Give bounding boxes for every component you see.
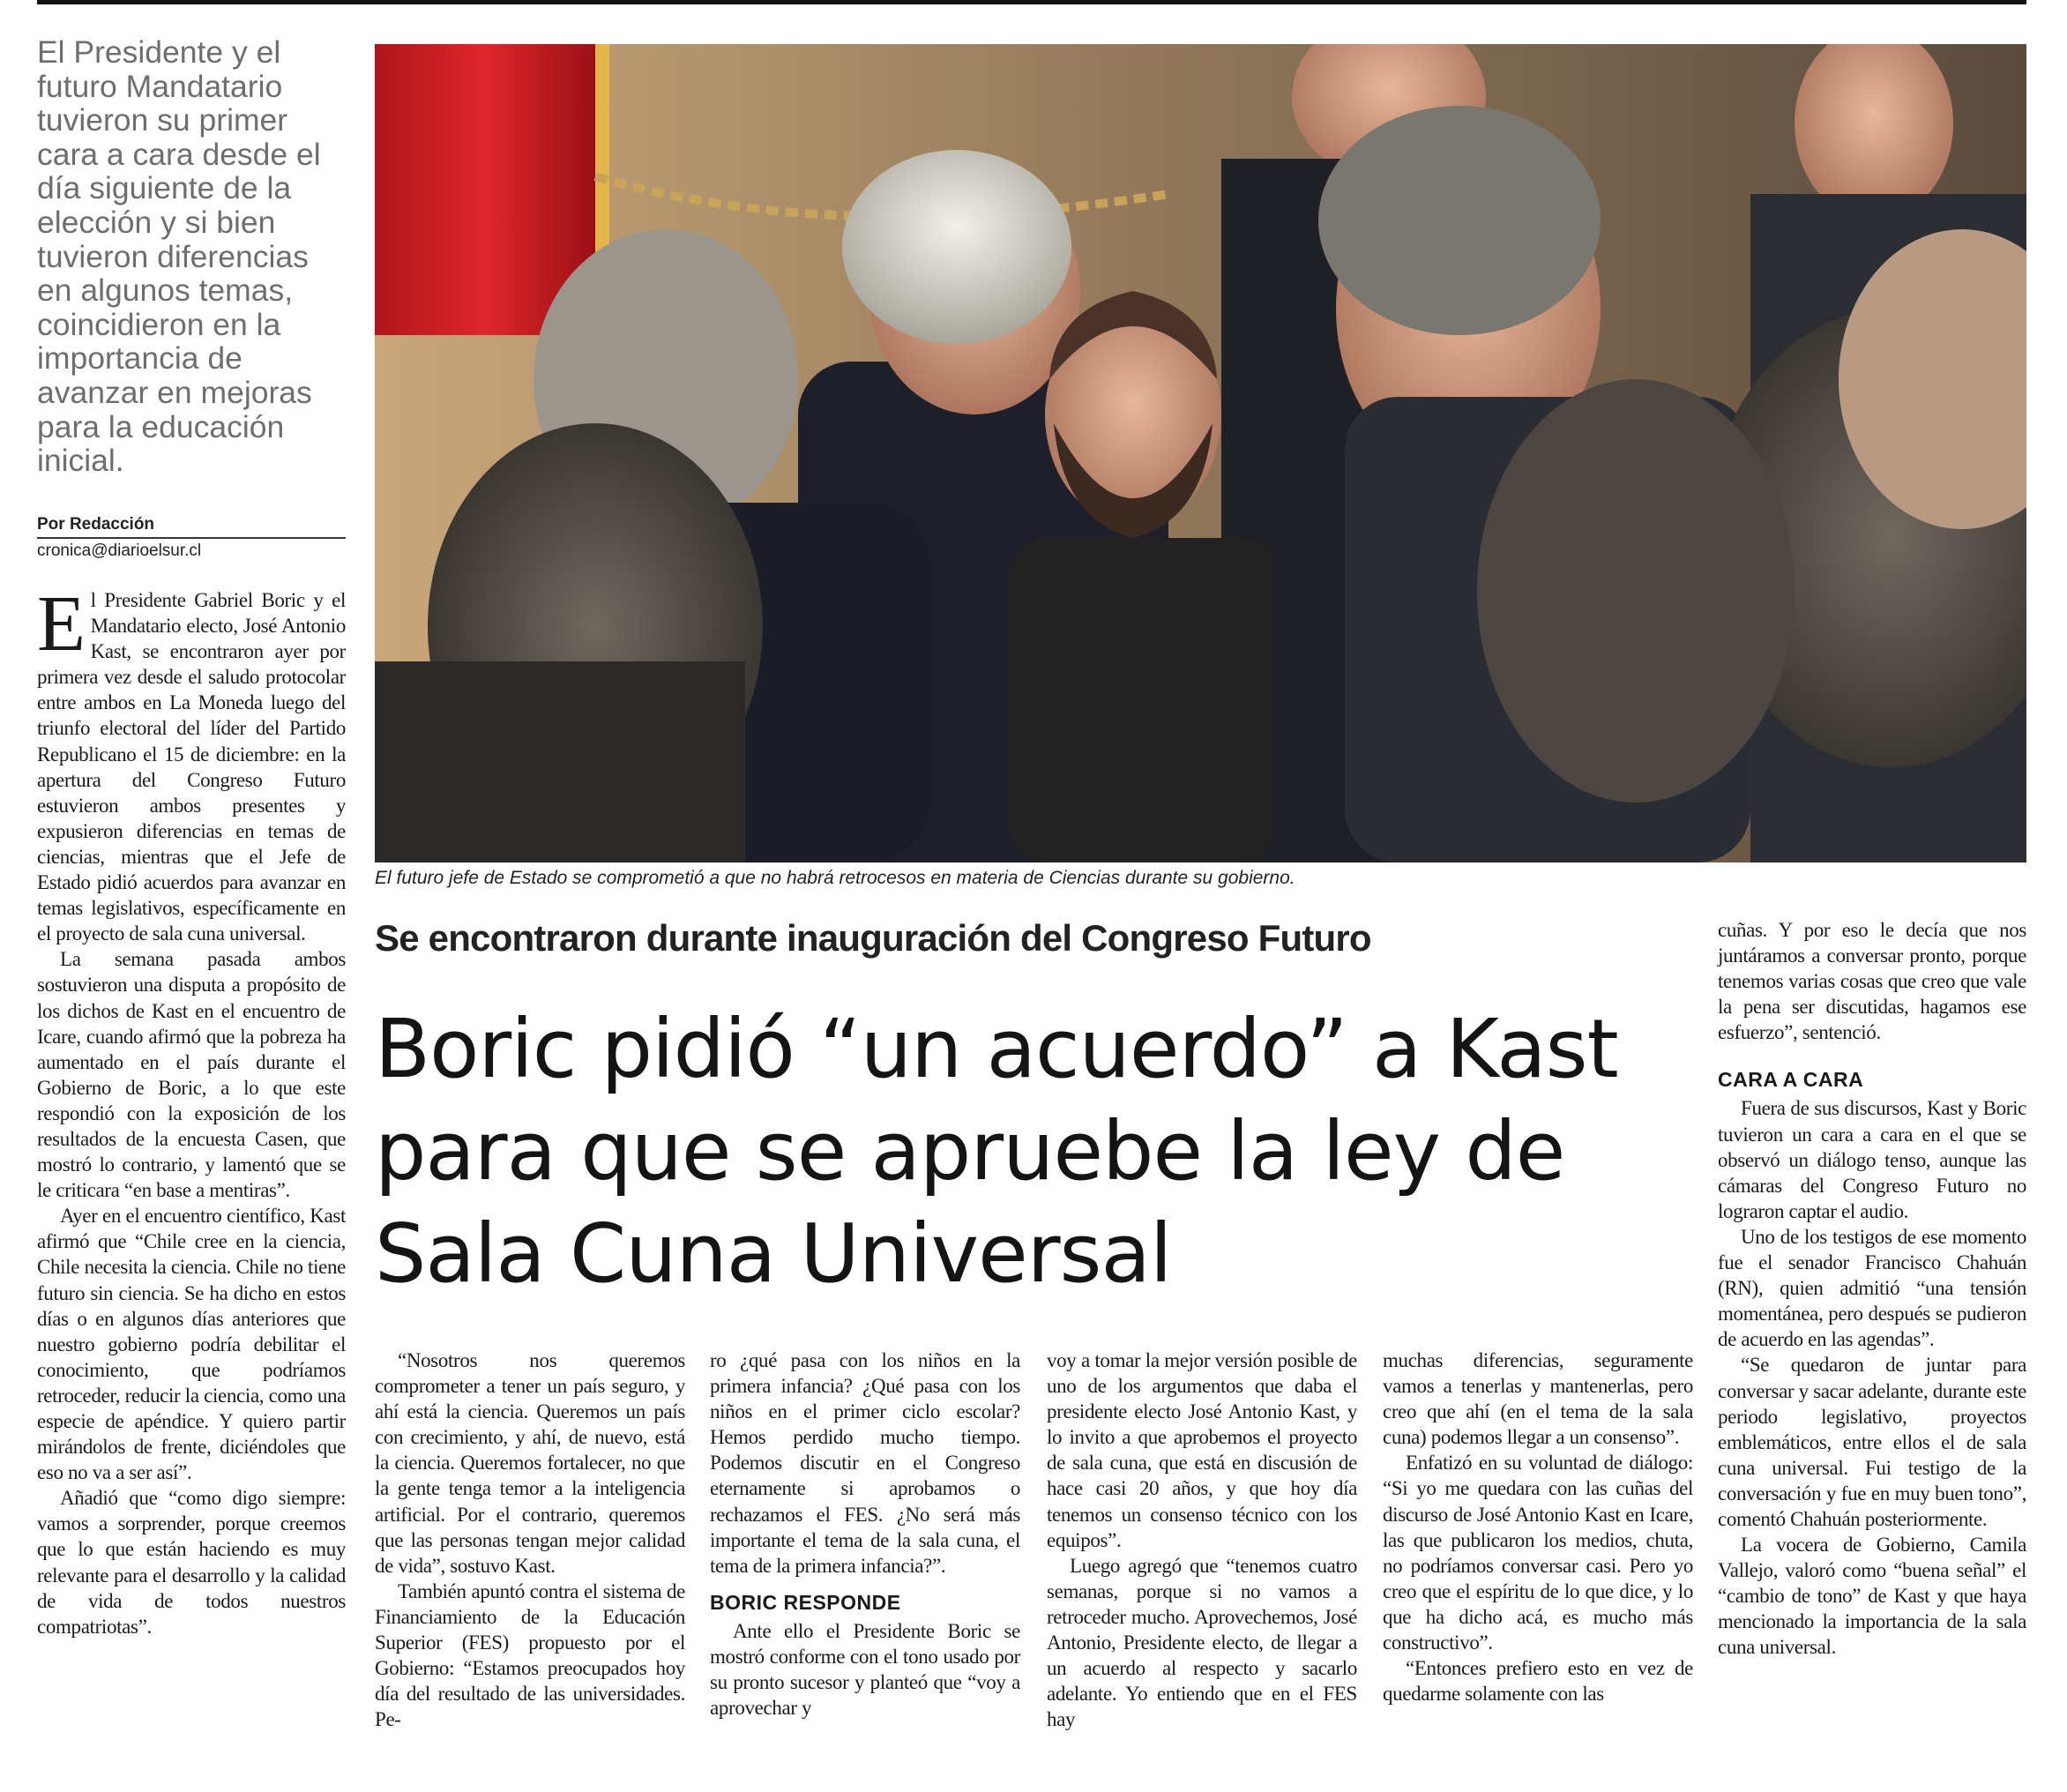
col1-paragraph-3: Ayer en el encuentro científico, Kast afirmó que “Chile cree en la ciencia, Chile necesita la ciencia. Chile no tiene futuro sin ciencia. Se ha dicho en estos días o en algunos días anteriores que nuestro gobierno podría debilitar el conocimiento, que podríamos retroceder, reducir la ciencia, como una especie de apéndice. Y quiero partir mirándolos de frente, diciéndoles que eso no va a ser así”.: [37, 1205, 346, 1484]
col1-paragraph-2: La semana pasada ambos sostuvieron una disputa a propósito de los dichos de Kast en el encuentro de Icare, cuando afirmó que la pobreza ha aumentado en el país durante el Gobierno de Boric, a lo que este respondió con la exposición de los resultados de la encuesta Casen, que mostró lo contrario, y lamentó que se le criticara “en base a mentiras”.: [37, 948, 346, 1202]
col2-paragraph-2: También apuntó contra el sistema de Financiamiento de la Educación Superior (FES) propuesto por el Gobierno: “Estamos preocupados hoy día del resultado de las universidades. Pe-: [375, 1579, 685, 1731]
drop-cap: E: [37, 580, 86, 668]
col5-paragraph-3: “Entonces prefiero esto en vez de quedarme solamente con las: [1383, 1657, 1693, 1706]
col5-paragraph-2: Enfatizó en su voluntad de diálogo: “Si yo me quedara con las cuñas del discurso de José Antonio Kast en Icare, las que publicaron los medios, chuta, no podríamos conversar casi. Pero yo creo que el espíritu de lo que dice, y lo que ha dicho acá, es mucho más constructivo”.: [1383, 1452, 1693, 1654]
col4-paragraph-1: voy a tomar la mejor versión posible de uno de los argumentos que daba el presidente electo José Antonio Kast, y lo invito a que aprobemos el proyecto de sala cuna, que está en discusión de hace casi 20 años, y que hoy día tenemos un consenso técnico con los equipos”.: [1047, 1349, 1357, 1551]
col1-paragraph-1: l Presidente Gabriel Boric y el Mandatario electo, José Antonio Kast, se encontraron ayer por primera vez desde el saludo protocolar entre ambos en La Moneda luego del triunfo electoral del líder del Partido Republicano el 15 de diciembre: en la apertura del Congreso Futuro estuvieron ambos presentes y expusieron diferencias en temas de ciencias, mientras que el Jefe de Estado pidió acuerdos para avanzar en temas legislativos, específicamente en el proyecto de sala cuna universal.: [37, 589, 346, 945]
body-column-6: [1718, 917, 2026, 1661]
byline-email: cronica@diarioelsur.cl: [37, 541, 202, 560]
col3-paragraph-1: ro ¿qué pasa con los niños en la primera infancia? ¿Qué pasa con los niños en el primer ciclo escolar? Hemos perdido mucho tiempo. Podemos discutir en el Congreso eternamente si aprobamos o rechazamos el FES. ¿No será más importante el tema de la sala cuna, el tema de la primera infancia?”.: [710, 1349, 1020, 1577]
body-column-5: [1383, 1348, 1693, 1706]
col6-paragraph-2: Fuera de sus discursos, Kast y Boric tuvieron un cara a cara en el que se observó un diálogo tenso, aunque las cámaras del Congreso Futuro no lograron captar el audio.: [1718, 1097, 2026, 1222]
top-rule: [37, 0, 2026, 4]
subhead-boric-responde: BORIC RESPONDE: [710, 1590, 901, 1614]
col1-paragraph-4: Añadió que “como digo siempre: vamos a sorprender, porque creemos que lo que están haciendo es muy relevante para el desarrollo y la calidad de vida de todos nuestros compatriotas”.: [37, 1487, 346, 1638]
news-photo: [375, 44, 2026, 862]
byline-author: Por Redacción: [37, 515, 346, 539]
col6-paragraph-4: “Se quedaron de juntar para conversar y sacar adelante, durante este periodo legislativo, proyectos emblemáticos, entre ellos el de sala cuna universal. Fui testigo de la conversación y fue en muy buen tono”, comentó Chahuán posteriormente.: [1718, 1354, 2026, 1530]
col5-paragraph-1: muchas diferencias, seguramente vamos a tenerlas y mantenerlas, pero creo que ahí (en el tema de la sala cuna) podemos llegar a un consenso”.: [1383, 1349, 1693, 1449]
body-column-3: [710, 1348, 1020, 1721]
body-column-1: [37, 580, 346, 1639]
kicker-headline: Se encontraron durante inauguración del Congreso Futuro: [375, 917, 1371, 959]
col6-paragraph-3: Uno de los testigos de ese momento fue el senador Francisco Chahuán (RN), quien admitió “una tensión momentánea, pero después se pudieron de acuerdo en las agendas”.: [1718, 1225, 2026, 1351]
col2-paragraph-1: “Nosotros nos queremos comprometer a tener un país seguro, y ahí está la ciencia. Queremos un país con crecimiento, y ahí, de nuevo, está la ciencia. Queremos fortalecer, no que la gente tenga temor a la inteligencia artificial. Por el contrario, queremos que las personas tengan mejor calidad de vida”, sostuvo Kast.: [375, 1349, 685, 1577]
main-headline: Boric pidió “un acuerdo” a Kast para que se apruebe la ley de Sala Cuna Universal: [375, 1002, 1618, 1301]
col4-paragraph-2: Luego agregó que “tenemos cuatro semanas, porque si no vamos a retroceder mucho. Aprovechemos, José Antonio, Presidente electo, de llegar a un acuerdo al respecto y sacarlo adelante. Yo entiendo que en el FES hay: [1047, 1554, 1357, 1731]
body-column-4: [1047, 1348, 1357, 1732]
byline: [37, 515, 346, 561]
lede-text: El Presidente y el futuro Mandatario tuvieron su primer cara a cara desde el día siguiente de la elección y si bien tuvieron diferencias en algunos temas, coincidieron en la importancia de avanzar en mejoras para la educación inicial.: [37, 34, 321, 479]
subhead-cara-a-cara: CARA A CARA: [1718, 1068, 1864, 1092]
col6-paragraph-1: cuñas. Y por eso le decía que nos juntáramos a conversar pronto, porque tenemos varias cosas que creo que vale la pena ser discutidas, hagamos ese esfuerzo”, sentenció.: [1718, 919, 2026, 1044]
body-column-2: [375, 1348, 685, 1732]
photo-caption: El futuro jefe de Estado se comprometió a que no habrá retrocesos en materia de Ciencias durante su gobierno.: [375, 868, 1295, 888]
col6-paragraph-5: La vocera de Gobierno, Camila Vallejo, valoró como “buena señal” el “cambio de tono” de Kast y que haya mencionado la importancia de la sala cuna universal.: [1718, 1534, 2026, 1659]
col3-paragraph-2: Ante ello el Presidente Boric se mostró conforme con el tono usado por su pronto sucesor y planteó que “voy a aprovechar y: [710, 1619, 1020, 1720]
